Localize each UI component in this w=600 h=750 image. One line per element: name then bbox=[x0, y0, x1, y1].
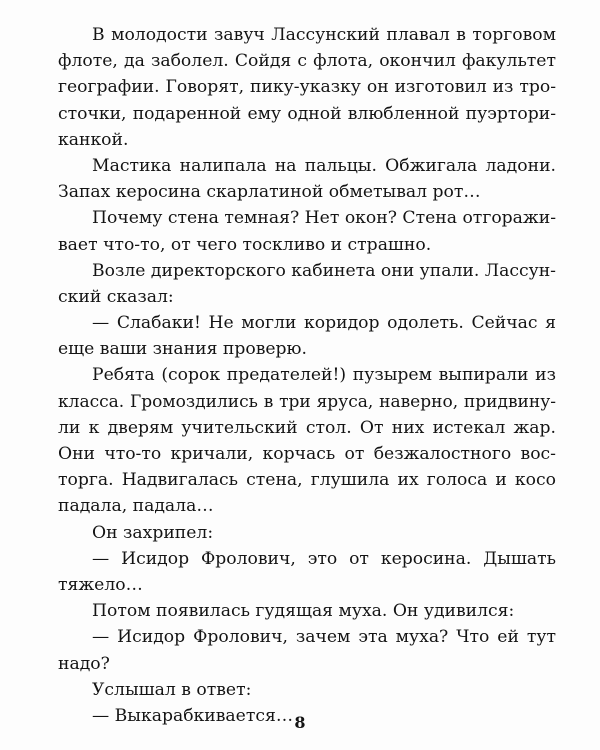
text-line: класса. Громоздились в три яруса, наверно, придвину- bbox=[58, 391, 556, 412]
text-line: сточки, подаренной ему одной влюбленной пуэртори- bbox=[58, 103, 556, 124]
text-line: ли к дверям учительский стол. От них истекал жар. bbox=[58, 417, 556, 438]
text-line: Услышал в ответ: bbox=[92, 679, 252, 700]
text-line: Почему стена темная? Нет окон? Стена отгоражи- bbox=[92, 208, 556, 229]
text-line: ский сказал: bbox=[58, 286, 174, 307]
text-line: географии. Говорят, пику-указку он изготовил из тро- bbox=[58, 77, 556, 98]
text-line: еще ваши знания проверю. bbox=[58, 339, 307, 360]
text-line: Ребята (сорок предателей!) пузырем выпирали из bbox=[92, 365, 556, 386]
text-line: флоте, да заболел. Сойдя с флота, окончил факультет bbox=[58, 51, 556, 72]
text-line: вает что-то, от чего тоскливо и страшно. bbox=[58, 234, 432, 255]
page-number: 8 bbox=[294, 713, 306, 732]
text-line: — Слабаки! Не могли коридор одолеть. Сейчас я bbox=[92, 313, 556, 334]
text-line: В молодости завуч Лассунский плавал в торговом bbox=[92, 25, 556, 45]
text-line: Он захрипел: bbox=[92, 522, 214, 543]
body-text bbox=[58, 22, 556, 729]
text-line: — Выкарабкивается… bbox=[92, 705, 294, 726]
text-line: торга. Надвигалась стена, глушила их голоса и косо bbox=[58, 470, 556, 491]
text-line: падала, падала… bbox=[58, 496, 214, 517]
text-line: — Исидор Фролович, это от керосина. Дышать bbox=[92, 548, 556, 569]
text-line: Потом появилась гудящая муха. Он удивился: bbox=[92, 601, 515, 622]
text-line: Возле директорского кабинета они упали. Лассун- bbox=[92, 260, 556, 281]
text-line: Они что-то кричали, корчась от безжалостного вос- bbox=[58, 444, 556, 464]
text-line: тяжело… bbox=[58, 574, 143, 595]
text-line: канкой. bbox=[58, 129, 129, 150]
text-line: Мастика налипала на пальцы. Обжигала ладони. bbox=[92, 155, 556, 176]
text-line: — Исидор Фролович, зачем эта муха? Что ей тут bbox=[92, 627, 556, 648]
text-line: Запах керосина скарлатиной обметывал рот… bbox=[58, 182, 481, 203]
text-line: надо? bbox=[58, 653, 110, 674]
